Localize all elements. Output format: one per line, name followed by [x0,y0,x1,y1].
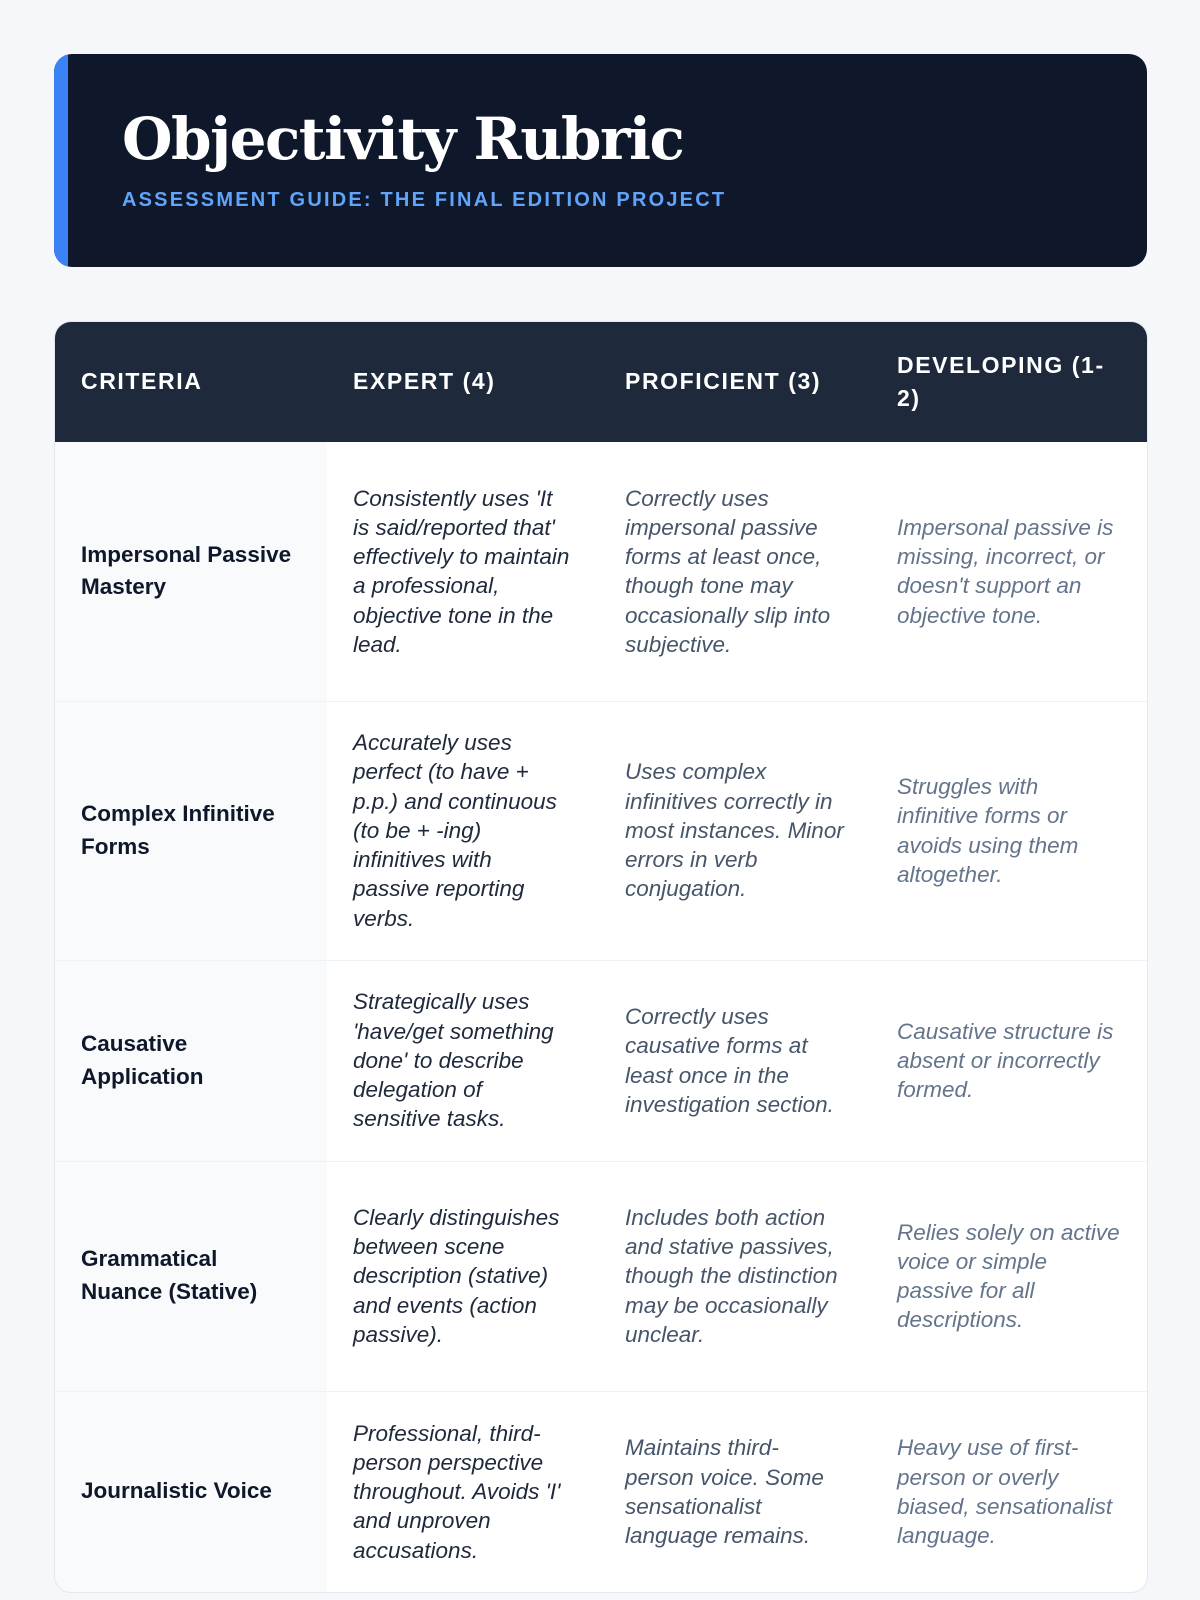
developing-cell: Heavy use of first-person or overly biased, sensationalist language. [871,1391,1147,1592]
column-header-criteria: CRITERIA [55,322,327,442]
expert-cell: Strategically uses 'have/get something done' to describe delegation of sensitive tasks. [327,960,599,1161]
developing-cell: Struggles with infinitive forms or avoids using them altogether. [871,701,1147,960]
criterion-cell: Grammatical Nuance (Stative) [55,1161,327,1391]
proficient-cell: Includes both action and stative passives, though the distinction may be occasionally unclear. [599,1161,871,1391]
rubric-header [54,54,1147,267]
criterion-cell: Journalistic Voice [55,1391,327,1592]
developing-cell: Causative structure is absent or incorrectly formed. [871,960,1147,1161]
table-row [55,1391,1147,1592]
rubric-table-body [55,442,1147,1592]
expert-cell: Accurately uses perfect (to have + p.p.) and continuous (to be + -ing) infinitives with passive reporting verbs. [327,701,599,960]
table-row [55,701,1147,960]
header-accent-bar [54,54,68,267]
proficient-cell: Correctly uses causative forms at least once in the investigation section. [599,960,871,1161]
table-row [55,960,1147,1161]
rubric-table [55,322,1147,1592]
header-row [55,322,1147,442]
expert-cell: Professional, third-person perspective throughout. Avoids 'I' and unproven accusations. [327,1391,599,1592]
proficient-cell: Correctly uses impersonal passive forms at least once, though tone may occasionally slip into subjective. [625,485,831,657]
column-header-expert: EXPERT (4) [327,322,599,442]
criterion-cell: Complex Infinitive Forms [55,701,327,960]
expert-cell: Clearly distinguishes between scene description (stative) and events (action passive). [327,1161,599,1391]
column-header-proficient: PROFICIENT (3) [599,322,871,442]
proficient-cell: Maintains third-person voice. Some sensationalist language remains. [599,1391,871,1592]
table-row [55,1161,1147,1391]
proficient-cell: Uses complex infinitives correctly in most instances. Minor errors in verb conjugation. [599,701,871,960]
page-subtitle: ASSESSMENT GUIDE: THE FINAL EDITION PROJECT [122,189,727,211]
rubric-table-header [55,322,1147,442]
column-header-developing: DEVELOPING (1-2) [871,322,1147,442]
page-title: Objectivity Rubric [122,105,684,173]
developing-cell: Relies solely on active voice or simple passive for all descriptions. [871,1161,1147,1391]
expert-cell: Consistently uses 'It is said/reported that' effectively to maintain a professional, objective tone in the lead. [353,485,570,657]
criterion-cell: Causative Application [55,960,327,1161]
table-row [55,442,1147,701]
criterion-cell: Impersonal Passive Mastery [55,442,327,701]
developing-cell: Impersonal passive is missing, incorrect, or doesn't support an objective tone. [897,514,1114,628]
